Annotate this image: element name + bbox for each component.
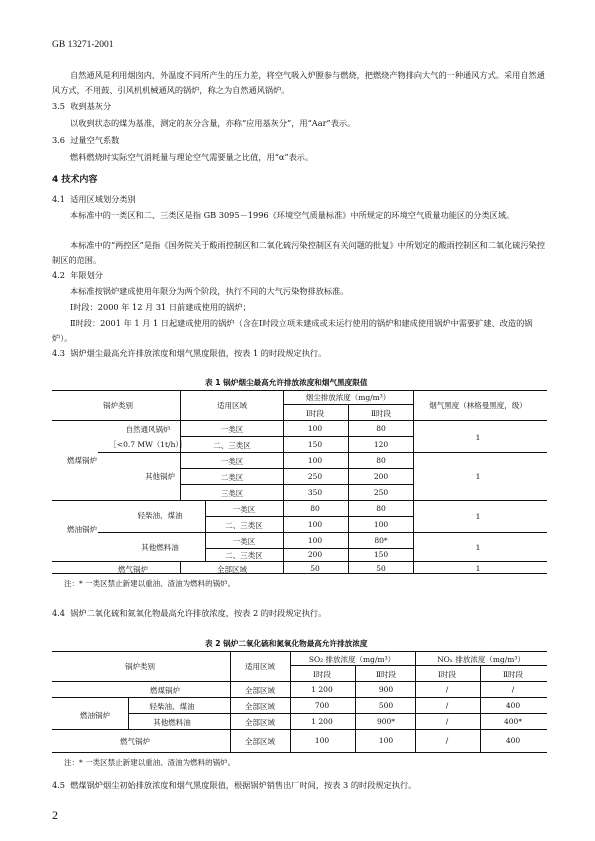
t1-row-p1: 100 <box>307 536 323 545</box>
table-1-bottom-rule <box>52 573 547 574</box>
t2-row-area: 全部区域 <box>245 702 275 711</box>
t1-header-period2: Ⅱ时段 <box>370 409 392 418</box>
section-4-2: 4.2 年限划分 <box>52 270 103 280</box>
t1-blackness-value: 1 <box>475 472 481 481</box>
table-2-caption: 表 2 锅炉二氧化硫和氮氧化物最高允许排放浓度 <box>205 639 368 648</box>
t1-blackness-value: 1 <box>475 512 481 521</box>
section-4-5: 4.5 燃煤锅炉烟尘初始排放浓度和烟气黑度限值，根据锅炉销售出厂时间，按表 3 的时段规定执行。 <box>52 780 417 790</box>
t2-row-so2-p1: 700 <box>314 701 330 710</box>
t2-row-area: 全部区域 <box>245 686 275 695</box>
t1-row-p2: 120 <box>373 440 389 449</box>
table-1-caption: 表 1 锅炉烟尘最高允许排放浓度和烟气黑度限值 <box>205 378 368 387</box>
t1-row-p2: 80* <box>374 536 388 545</box>
t1-row-area: 全部区域 <box>217 565 247 574</box>
t1-sub-other-oil: 其他燃料油 <box>141 543 179 552</box>
t2-row-nox-p1: / <box>445 736 449 745</box>
t1-row-p2: 250 <box>373 488 389 497</box>
t2-header-nox: NOₓ 排放浓度（mg/m³） <box>437 655 525 664</box>
t1-row-p2: 80 <box>376 424 386 433</box>
t2-row-type: 其他燃料油 <box>153 718 191 727</box>
t1-sub-other-boiler: 其他锅炉 <box>145 472 175 481</box>
t1-row-area: 一类区 <box>232 537 256 546</box>
t2-row-nox-p2: / <box>511 685 515 694</box>
t2-row-nox-p1: / <box>445 685 449 694</box>
t2-row-nox-p2: 400* <box>503 717 523 726</box>
t1-row-area: 二、三类区 <box>225 551 263 560</box>
para-4-1-a: 本标准中的一类区和二、三类区是指 GB 3095－1996《环境空气质量标准》中所规定的环境空气质量功能区的分类区域。 <box>70 210 515 220</box>
t1-row-p1: 100 <box>307 520 323 529</box>
t2-row-so2-p2: 500 <box>378 701 394 710</box>
section-4-1: 4.1 适用区域划分类别 <box>52 194 136 204</box>
t2-header-nox-p2: Ⅱ时段 <box>502 670 524 679</box>
t1-row-area: 三类区 <box>220 489 244 498</box>
section-4-3: 4.3 锅炉烟尘最高允许排放浓度和烟气黑度限值，按表 1 的时段规定执行。 <box>52 348 327 358</box>
t1-row-p1: 50 <box>310 564 320 573</box>
section-4-4: 4.4 锅炉二氧化硫和氮氧化物最高允许排放浓度，按表 2 的时段规定执行。 <box>52 608 327 618</box>
table-2-note: 注：* 一类区禁止新建以重油、渣油为燃料的锅炉。 <box>64 758 236 767</box>
t2-group-oil: 燃油锅炉 <box>80 711 110 720</box>
t1-row-p1: 100 <box>307 424 323 433</box>
para-3-6: 燃料燃烧时实际空气消耗量与理论空气需要量之比值，用“α”表示。 <box>70 152 314 162</box>
t1-row-area: 二、三类区 <box>213 441 251 450</box>
t1-row-p2: 200 <box>373 472 389 481</box>
section-3-5: 3.5 收到基灰分 <box>52 101 112 111</box>
t1-row-p1: 150 <box>307 440 323 449</box>
para-4-1-b: 本标准中的“两控区”是指《国务院关于酸雨控制区和二氧化硫污染控制区有关问题的批复》中所划定的酸雨控制区和二氧化硫污染控制区的范围。 <box>52 240 546 265</box>
t2-row-so2-p1: 1 200 <box>311 717 333 726</box>
table-1-top-rule <box>52 390 547 391</box>
t2-row-so2-p1: 100 <box>314 736 330 745</box>
para-4-2-b: Ⅰ时段：2000 年 12 月 31 日前建成使用的锅炉； <box>70 302 251 312</box>
standard-code-header: GB 13271-2001 <box>52 40 114 50</box>
t1-row-area: 二、三类区 <box>225 521 263 530</box>
para-4-2-a: 本标准按锅炉建成使用年限分为两个阶段，执行不同的大气污染物排放标准。 <box>70 286 349 296</box>
t1-row-p1: 250 <box>307 472 323 481</box>
heading-4: 4 技术内容 <box>52 175 98 185</box>
t2-row-nox-p1: / <box>445 701 449 710</box>
t1-header-area: 适用区域 <box>217 401 247 410</box>
t1-row-p1: 200 <box>307 550 323 559</box>
t1-row-p2: 80 <box>376 504 386 513</box>
t1-row-p2: 50 <box>376 564 386 573</box>
t1-row-area: 一类区 <box>220 425 244 434</box>
t2-row-type: 燃煤锅炉 <box>150 686 180 695</box>
section-3-6: 3.6 过量空气系数 <box>52 135 120 145</box>
t2-row-nox-p1: / <box>445 717 449 726</box>
t1-row-area: 一类区 <box>220 457 244 466</box>
table-2-top-rule <box>52 651 547 652</box>
t1-blackness-value: 1 <box>475 564 481 573</box>
t1-sub-natural: 自然通风锅炉 <box>125 425 171 434</box>
t1-header-period1: Ⅰ时段 <box>306 409 324 418</box>
t1-row-p1: 80 <box>310 504 320 513</box>
t1-header-type: 锅炉类别 <box>103 401 133 410</box>
t2-row-area: 全部区域 <box>245 718 275 727</box>
t2-header-so2: SO₂ 排放浓度（mg/m³） <box>308 655 396 664</box>
t1-row-p1: 100 <box>307 456 323 465</box>
t2-row-so2-p2: 900* <box>376 717 396 726</box>
para-3-5: 以收到状态的煤为基准，测定的灰分含量，亦称“应用基灰分”，用“Aar”表示。 <box>70 118 356 128</box>
table-2-bottom-rule <box>52 752 547 753</box>
t1-group-oil: 燃油锅炉 <box>67 525 97 534</box>
t1-header-conc: 烟尘排放浓度（mg/m³） <box>305 393 391 402</box>
t2-row-so2-p1: 1 200 <box>311 685 333 694</box>
t2-row-type: 燃气锅炉 <box>120 737 150 746</box>
t1-blackness-value: 1 <box>475 543 481 552</box>
para-4-2-c: Ⅱ时段：2001 年 1 月 1 日起建成使用的锅炉（含在Ⅰ时段立项未建成或未运行使用的锅炉和建成使用锅炉中需要扩建、改造的锅炉）。 <box>52 318 533 343</box>
t1-row-p2: 100 <box>373 520 389 529</box>
para-natural-ventilation: 自然通风是利用烟囱内、外温度不同所产生的压力差，将空气吸入炉膛参与燃烧，把燃烧产物排向大气的一种通风方式。采用自然通风方式，不用鼓、引风机机械通风的锅炉，称之为自然通风锅炉。 <box>52 70 545 95</box>
t1-row-p2: 150 <box>373 550 389 559</box>
t1-row-p2: 80 <box>376 456 386 465</box>
t2-row-type: 轻柴油、煤油 <box>149 702 195 711</box>
t1-row-area: 一类区 <box>232 505 256 514</box>
table-1-note: 注：* 一类区禁止新建以重油、渣油为燃料的锅炉。 <box>64 579 236 588</box>
t1-row-p1: 350 <box>307 488 323 497</box>
t2-header-nox-p1: Ⅰ时段 <box>438 670 456 679</box>
t1-header-blackness: 烟气黑度（林格曼黑度，级） <box>429 401 527 410</box>
t2-row-nox-p2: 400 <box>505 736 521 745</box>
t1-sub-light-oil: 轻柴油、煤油 <box>137 511 183 520</box>
t2-row-so2-p2: 900 <box>378 685 394 694</box>
t2-header-type: 锅炉类别 <box>125 662 155 671</box>
t1-gas-boiler: 燃气锅炉 <box>118 565 148 574</box>
t1-blackness-value: 1 <box>475 433 481 442</box>
t2-row-nox-p2: 400 <box>505 701 521 710</box>
t2-row-so2-p2: 100 <box>378 736 394 745</box>
t2-row-area: 全部区域 <box>245 737 275 746</box>
page-number: 2 <box>52 808 58 822</box>
t2-header-so2-p2: Ⅱ时段 <box>375 670 397 679</box>
t2-header-so2-p1: Ⅰ时段 <box>313 670 331 679</box>
t1-group-coal: 燃煤锅炉 <box>67 456 97 465</box>
t2-header-area: 适用区域 <box>245 662 275 671</box>
t1-row-area: 二类区 <box>220 473 244 482</box>
t1-sub-natural-capacity: ［<0.7 MW（1t/h）］ <box>109 440 187 449</box>
